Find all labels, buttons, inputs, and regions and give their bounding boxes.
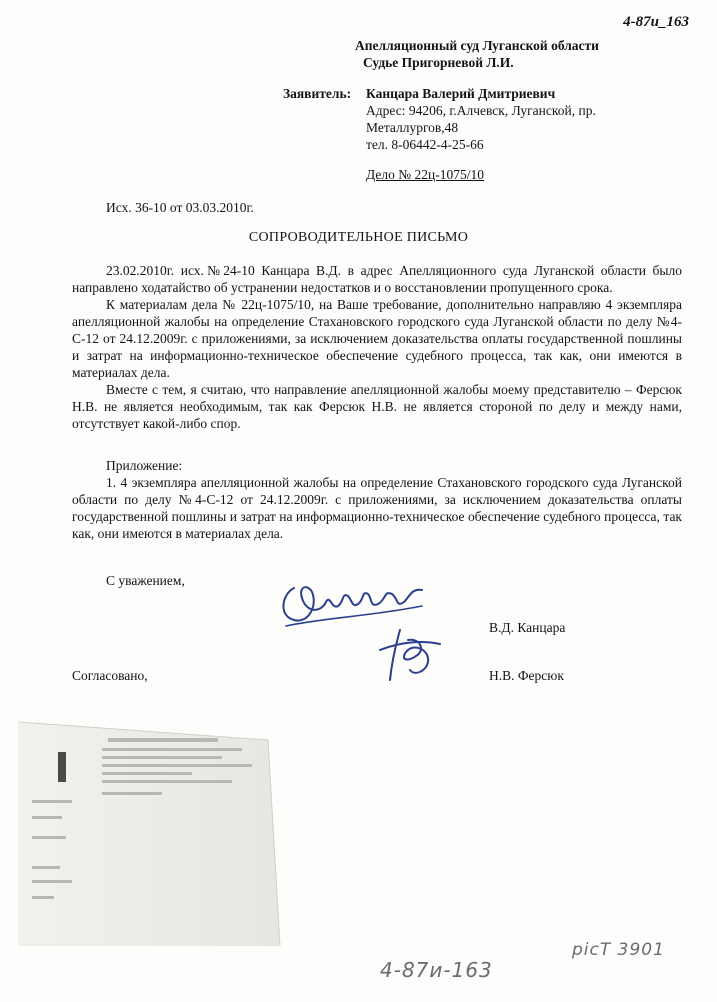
signatory-kantsara: В.Д. Канцара (489, 620, 566, 635)
signature-fersyuk-icon (370, 620, 450, 686)
paragraph-1: 23.02.2010г. исх.№24-10 Канцара В.Д. в адрес Апелляционного суда Луганской области было направлено ходатайство об устранении недостатков и о восстановлении пропущенного срока. (72, 263, 682, 295)
applicant-address-line1: Адрес: 94206, г.Алчевск, Луганской, пр. (366, 103, 596, 118)
paragraph-2: К материалам дела № 22ц-1075/10, на Ваше требование, дополнительно направляю 4 экземпляра апелляционной жалобы на определение Стахановского городского суда Луганской области по делу №4-С-12 от 24.12.2009г. с приложениями, за исключением доказательства оплаты государственной пошлины и затрат на информационно-техническое обеспечение судебного процесса, так как, они имеются в материалах дела. (72, 297, 682, 380)
case-number: Дело № 22ц-1075/10 (366, 167, 484, 182)
addressee-court: Апелляционный суд Луганской области (355, 38, 599, 53)
outgoing-number: Исх. 36-10 от 03.03.2010г. (106, 200, 254, 215)
handwritten-page-mark: рісТ 3901 (572, 940, 665, 960)
applicant-phone: тел. 8-06442-4-25-66 (366, 137, 484, 152)
applicant-name: Канцара Валерий Дмитриевич (366, 86, 556, 101)
addressee-judge: Судье Пригорневой Л.И. (363, 55, 514, 70)
applicant-address-line2: Металлургов,48 (366, 120, 459, 135)
attached-receipt-icon (18, 716, 290, 946)
document-title: СОПРОВОДИТЕЛЬНОЕ ПИСЬМО (248, 230, 469, 245)
closing-line: С уважением, (106, 573, 185, 588)
attachment-label: Приложение: (106, 458, 183, 473)
signatory-fersyuk: Н.В. Ферсюк (489, 668, 564, 683)
case-reference: 4-87и_163 (623, 14, 689, 30)
handwritten-case-number: 4-87и-163 (380, 958, 493, 982)
agreed-label: Согласовано, (72, 668, 148, 683)
applicant-label: Заявитель: (283, 86, 352, 101)
attachment-text: 1. 4 экземпляра апелляционной жалобы на определение Стахановского городского суда Луганской области по делу №4-С-12 от 24.12.2009г. с приложениями, за исключением доказательства оплаты государственной пошлины и затрат на информационно-техническое обеспечение судебного процесса, так как, они имеются в материалах дела. (72, 475, 682, 541)
paragraph-3: Вместе с тем, я считаю, что направление апелляционной жалобы моему представителю – Ферсюк Н.В. не является необходимым, так как Ферсюк Н.В. не является стороной по делу и между нами, отсутствует какой-либо спор. (72, 382, 682, 431)
